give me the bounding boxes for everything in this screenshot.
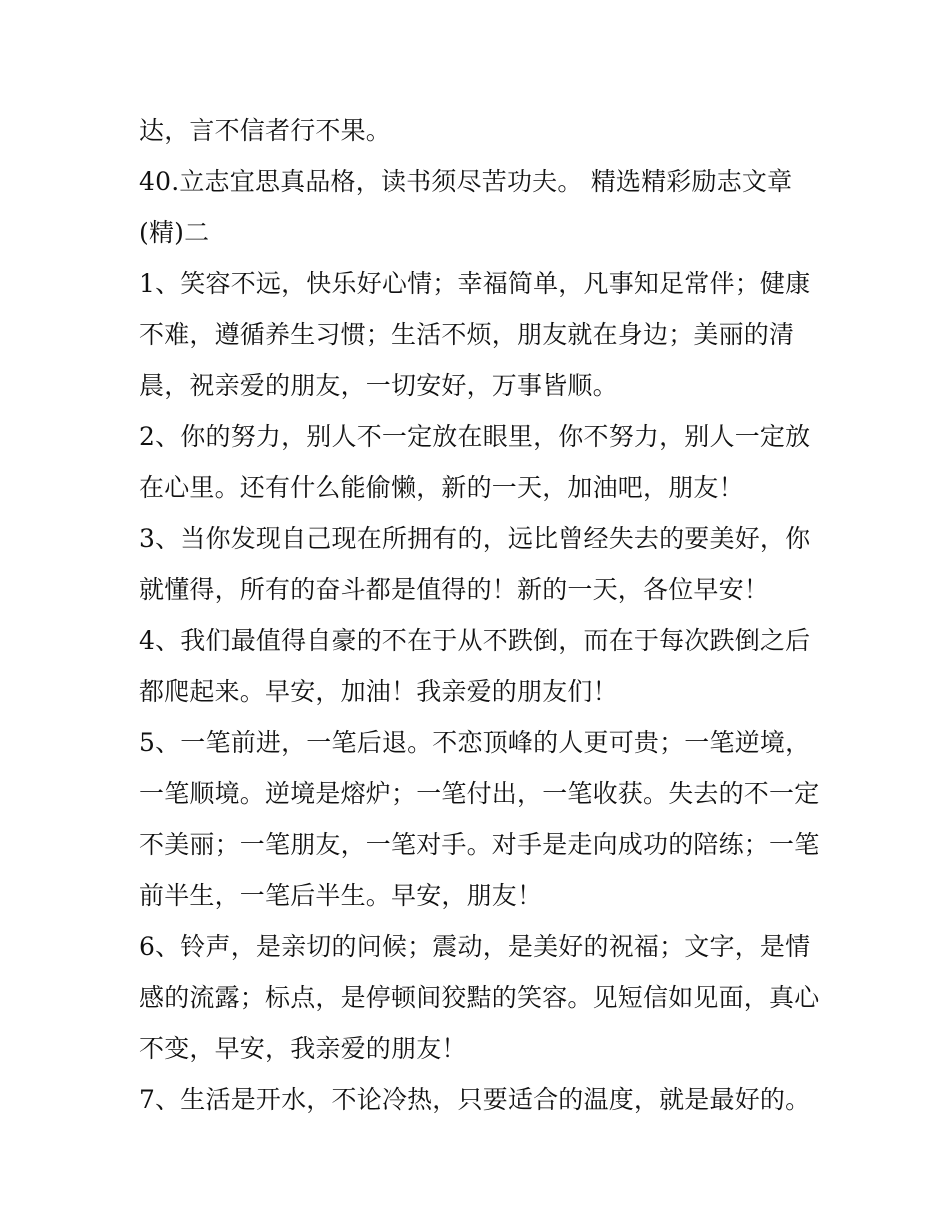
text-line: 前半生，一笔后半生。早安，朋友！	[139, 881, 543, 910]
text-line: 5、一笔前进，一笔后退。不恋顶峰的人更可贵；一笔逆境，	[139, 728, 811, 757]
text-line: 不美丽；一笔朋友，一笔对手。对手是走向成功的陪练；一笔	[139, 830, 820, 859]
text-line: 7、生活是开水，不论冷热，只要适合的温度，就是最好的。	[139, 1085, 811, 1114]
text-line: 40.立志宜思真品格，读书须尽苦功夫。 精选精彩励志文章	[139, 167, 793, 196]
text-line: 3、当你发现自己现在所拥有的，远比曾经失去的要美好，你	[139, 524, 811, 553]
text-line: 都爬起来。早安，加油！我亲爱的朋友们！	[139, 677, 618, 706]
text-line: 在心里。还有什么能偷懒，新的一天，加油吧，朋友！	[139, 473, 744, 502]
text-line: 2、你的努力，别人不一定放在眼里，你不努力，别人一定放	[139, 422, 811, 451]
text-line: 4、我们最值得自豪的不在于从不跌倒，而在于每次跌倒之后	[139, 626, 811, 655]
document-body	[139, 105, 839, 1125]
text-line: 一笔顺境。逆境是熔炉；一笔付出，一笔收获。失去的不一定	[139, 779, 820, 808]
text-line: 达，言不信者行不果。	[139, 116, 392, 145]
text-line: 就懂得，所有的奋斗都是值得的！新的一天，各位早安！	[139, 575, 770, 604]
text-line: 1、笑容不远，快乐好心情；幸福简单，凡事知足常伴；健康	[139, 269, 811, 298]
text-line: 6、铃声，是亲切的问候；震动，是美好的祝福；文字，是情	[139, 932, 811, 961]
text-line: 不变，早安，我亲爱的朋友！	[139, 1034, 467, 1063]
text-line: 不难，遵循养生习惯；生活不烦，朋友就在身边；美丽的清	[139, 320, 795, 349]
text-line: 感的流露；标点，是停顿间狡黠的笑容。见短信如见面，真心	[139, 983, 820, 1012]
text-line: (精)二	[139, 218, 210, 247]
text-line: 晨，祝亲爱的朋友，一切安好，万事皆顺。	[139, 371, 618, 400]
